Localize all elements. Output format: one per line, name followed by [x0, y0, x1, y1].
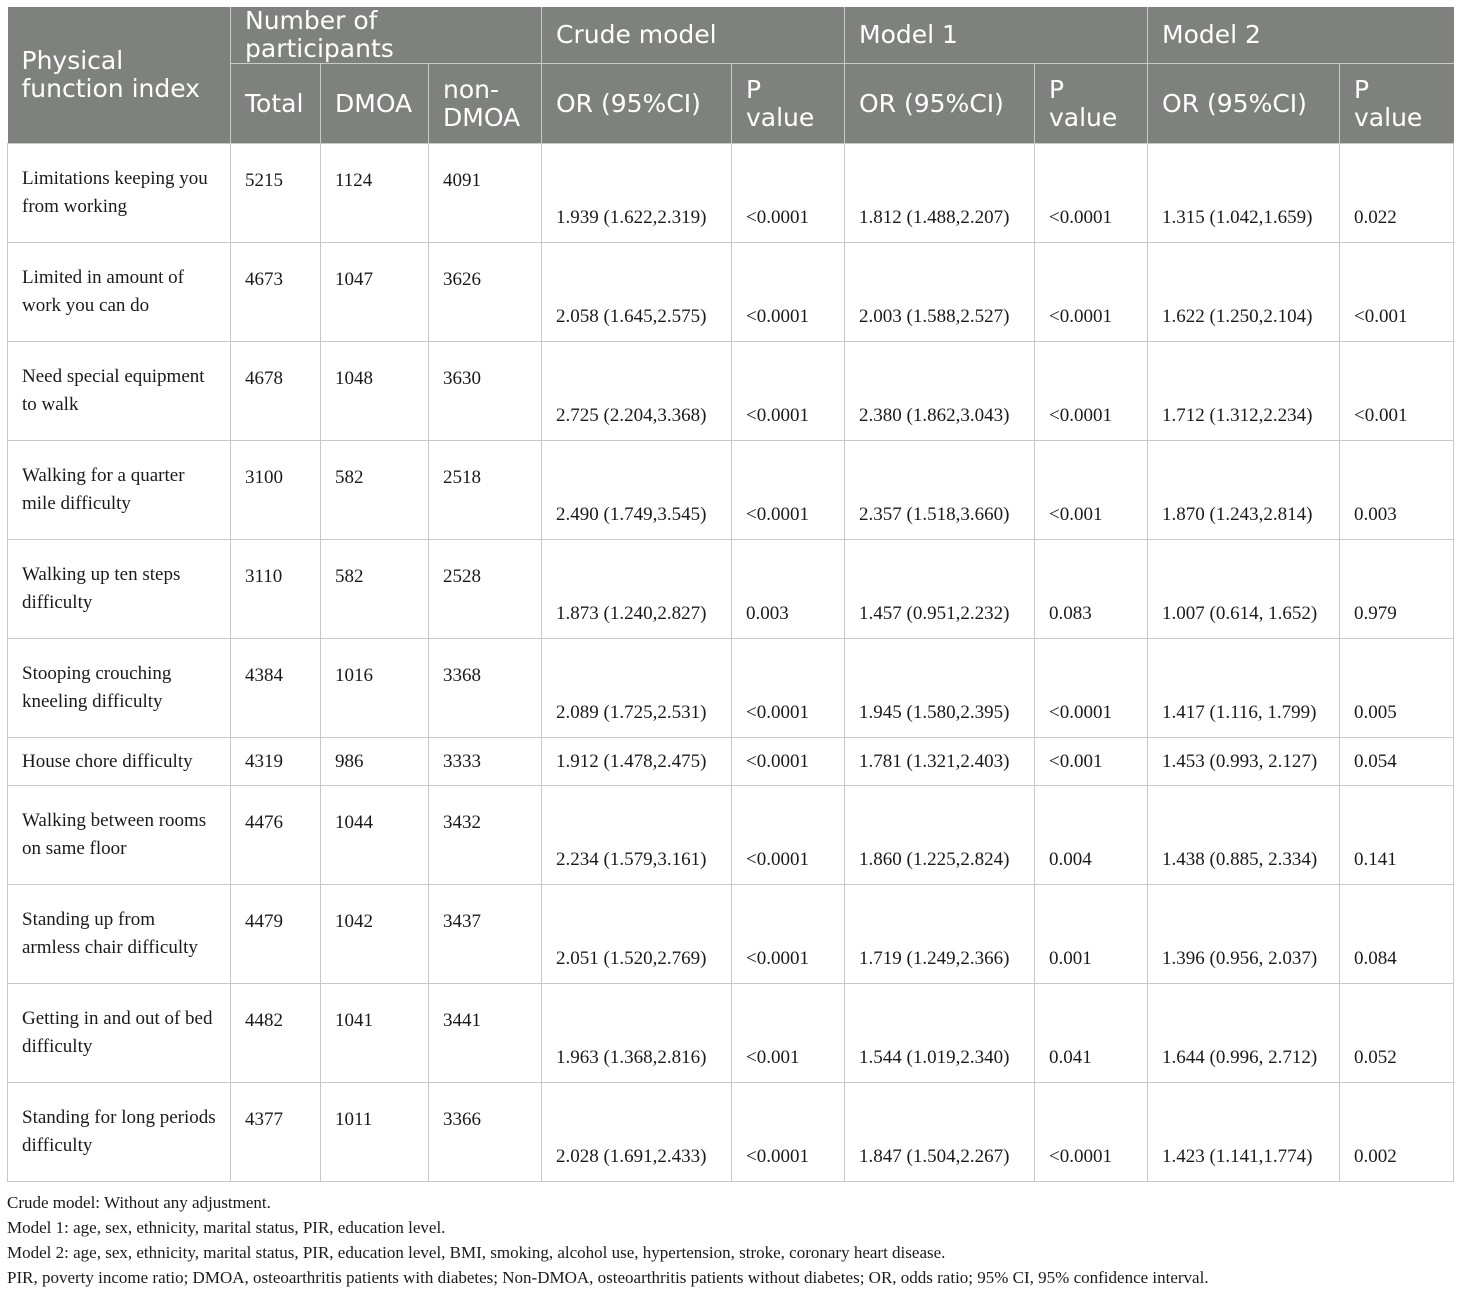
note-model-2: Model 2: age, sex, ethnicity, marital status, PIR, education level, BMI, smoking, alcohol use, hypertension, stroke, coronary heart disease.	[7, 1243, 946, 1262]
model1-p-cell: <0.0001	[1035, 342, 1148, 441]
model1-p-cell: 0.083	[1035, 540, 1148, 639]
total-cell: 4678	[231, 342, 321, 441]
dmoa-cell: 1041	[321, 984, 429, 1083]
model1-p-cell: <0.0001	[1035, 243, 1148, 342]
index-cell: Standing for long periods difficulty	[8, 1083, 231, 1182]
total-cell: 4476	[231, 786, 321, 885]
index-cell: Limitations keeping you from working	[8, 144, 231, 243]
dmoa-cell: 986	[321, 738, 429, 786]
results-table	[7, 7, 1454, 1182]
crude-or-cell: 1.963 (1.368,2.816)	[542, 984, 732, 1083]
total-cell: 4319	[231, 738, 321, 786]
crude-p-cell: <0.0001	[732, 1083, 845, 1182]
model2-or-cell: 1.622 (1.250,2.104)	[1148, 243, 1340, 342]
index-cell: House chore difficulty	[8, 738, 231, 786]
table-row	[8, 540, 1454, 639]
dmoa-cell: 1124	[321, 144, 429, 243]
non-dmoa-cell: 4091	[429, 144, 542, 243]
model1-or-cell: 1.719 (1.249,2.366)	[845, 885, 1035, 984]
crude-p-cell: 0.003	[732, 540, 845, 639]
model2-p-cell: 0.084	[1340, 885, 1454, 984]
model1-p-cell: 0.041	[1035, 984, 1148, 1083]
model2-or-cell: 1.423 (1.141,1.774)	[1148, 1083, 1340, 1182]
model2-p-cell: 0.022	[1340, 144, 1454, 243]
crude-or-cell: 1.912 (1.478,2.475)	[542, 738, 732, 786]
total-cell: 4479	[231, 885, 321, 984]
header-m2-or: OR (95%CI)	[1148, 64, 1340, 144]
model1-p-cell: 0.001	[1035, 885, 1148, 984]
header-crude-or: OR (95%CI)	[542, 64, 732, 144]
model1-or-cell: 1.457 (0.951,2.232)	[845, 540, 1035, 639]
non-dmoa-cell: 3368	[429, 639, 542, 738]
model1-p-cell: <0.001	[1035, 441, 1148, 540]
non-dmoa-cell: 3432	[429, 786, 542, 885]
header-participants: Number of participants	[231, 7, 542, 64]
header-model-1: Model 1	[845, 7, 1148, 64]
index-cell: Walking for a quarter mile difficulty	[8, 441, 231, 540]
crude-or-cell: 1.939 (1.622,2.319)	[542, 144, 732, 243]
model2-p-cell: 0.054	[1340, 738, 1454, 786]
index-cell: Walking between rooms on same floor	[8, 786, 231, 885]
total-cell: 5215	[231, 144, 321, 243]
table-row	[8, 144, 1454, 243]
non-dmoa-cell: 3437	[429, 885, 542, 984]
crude-p-cell: <0.0001	[732, 786, 845, 885]
index-cell: Walking up ten steps difficulty	[8, 540, 231, 639]
model2-or-cell: 1.315 (1.042,1.659)	[1148, 144, 1340, 243]
non-dmoa-cell: 3630	[429, 342, 542, 441]
table-notes	[7, 1190, 1453, 1290]
header-total: Total	[231, 64, 321, 144]
model2-or-cell: 1.417 (1.116, 1.799)	[1148, 639, 1340, 738]
table-row	[8, 786, 1454, 885]
model2-p-cell: 0.052	[1340, 984, 1454, 1083]
non-dmoa-cell: 3333	[429, 738, 542, 786]
header-m1-or: OR (95%CI)	[845, 64, 1035, 144]
model2-or-cell: 1.438 (0.885, 2.334)	[1148, 786, 1340, 885]
index-cell: Need special equipment to walk	[8, 342, 231, 441]
model2-or-cell: 1.870 (1.243,2.814)	[1148, 441, 1340, 540]
crude-or-cell: 2.490 (1.749,3.545)	[542, 441, 732, 540]
model2-or-cell: 1.007 (0.614, 1.652)	[1148, 540, 1340, 639]
note-crude: Crude model: Without any adjustment.	[7, 1193, 271, 1212]
dmoa-cell: 1016	[321, 639, 429, 738]
crude-or-cell: 2.051 (1.520,2.769)	[542, 885, 732, 984]
header-dmoa: DMOA	[321, 64, 429, 144]
total-cell: 3110	[231, 540, 321, 639]
table-row	[8, 441, 1454, 540]
model2-or-cell: 1.644 (0.996, 2.712)	[1148, 984, 1340, 1083]
note-abbreviations: PIR, poverty income ratio; DMOA, osteoarthritis patients with diabetes; Non-DMOA, osteoarthritis patients without diabetes; OR, odds ratio; 95% CI, 95% confidence interval.	[7, 1268, 1209, 1287]
crude-or-cell: 2.089 (1.725,2.531)	[542, 639, 732, 738]
header-index: Physical function index	[8, 7, 231, 144]
crude-p-cell: <0.0001	[732, 243, 845, 342]
total-cell: 3100	[231, 441, 321, 540]
crude-p-cell: <0.001	[732, 984, 845, 1083]
model1-or-cell: 1.544 (1.019,2.340)	[845, 984, 1035, 1083]
total-cell: 4482	[231, 984, 321, 1083]
model1-or-cell: 2.003 (1.588,2.527)	[845, 243, 1035, 342]
table-body	[8, 144, 1454, 1182]
crude-or-cell: 2.234 (1.579,3.161)	[542, 786, 732, 885]
table-row	[8, 1083, 1454, 1182]
header-model-2: Model 2	[1148, 7, 1454, 64]
model1-or-cell: 1.945 (1.580,2.395)	[845, 639, 1035, 738]
model1-p-cell: 0.004	[1035, 786, 1148, 885]
model2-or-cell: 1.453 (0.993, 2.127)	[1148, 738, 1340, 786]
dmoa-cell: 582	[321, 441, 429, 540]
model2-or-cell: 1.396 (0.956, 2.037)	[1148, 885, 1340, 984]
index-cell: Standing up from armless chair difficulty	[8, 885, 231, 984]
table-row	[8, 639, 1454, 738]
table-row	[8, 885, 1454, 984]
non-dmoa-cell: 2528	[429, 540, 542, 639]
model2-p-cell: <0.001	[1340, 342, 1454, 441]
model1-or-cell: 1.812 (1.488,2.207)	[845, 144, 1035, 243]
dmoa-cell: 1042	[321, 885, 429, 984]
non-dmoa-cell: 3626	[429, 243, 542, 342]
total-cell: 4377	[231, 1083, 321, 1182]
model2-p-cell: <0.001	[1340, 243, 1454, 342]
table-header	[8, 7, 1454, 144]
model2-p-cell: 0.002	[1340, 1083, 1454, 1182]
dmoa-cell: 1048	[321, 342, 429, 441]
model2-p-cell: 0.979	[1340, 540, 1454, 639]
crude-p-cell: <0.0001	[732, 639, 845, 738]
header-m1-p: P value	[1035, 64, 1148, 144]
non-dmoa-cell: 3441	[429, 984, 542, 1083]
crude-p-cell: <0.0001	[732, 885, 845, 984]
table-container	[7, 7, 1453, 1290]
header-m2-p: P value	[1340, 64, 1454, 144]
model2-p-cell: 0.141	[1340, 786, 1454, 885]
model1-or-cell: 2.380 (1.862,3.043)	[845, 342, 1035, 441]
model1-or-cell: 1.781 (1.321,2.403)	[845, 738, 1035, 786]
index-cell: Limited in amount of work you can do	[8, 243, 231, 342]
crude-p-cell: <0.0001	[732, 144, 845, 243]
crude-or-cell: 2.028 (1.691,2.433)	[542, 1083, 732, 1182]
total-cell: 4673	[231, 243, 321, 342]
index-cell: Stooping crouching kneeling difficulty	[8, 639, 231, 738]
crude-or-cell: 1.873 (1.240,2.827)	[542, 540, 732, 639]
dmoa-cell: 582	[321, 540, 429, 639]
table-row	[8, 738, 1454, 786]
model1-p-cell: <0.0001	[1035, 1083, 1148, 1182]
model2-or-cell: 1.712 (1.312,2.234)	[1148, 342, 1340, 441]
crude-p-cell: <0.0001	[732, 342, 845, 441]
model1-p-cell: <0.001	[1035, 738, 1148, 786]
model1-p-cell: <0.0001	[1035, 639, 1148, 738]
dmoa-cell: 1044	[321, 786, 429, 885]
crude-or-cell: 2.725 (2.204,3.368)	[542, 342, 732, 441]
dmoa-cell: 1047	[321, 243, 429, 342]
header-non-dmoa: non-DMOA	[429, 64, 542, 144]
model1-or-cell: 1.860 (1.225,2.824)	[845, 786, 1035, 885]
non-dmoa-cell: 2518	[429, 441, 542, 540]
header-crude-model: Crude model	[542, 7, 845, 64]
note-model-1: Model 1: age, sex, ethnicity, marital status, PIR, education level.	[7, 1218, 446, 1237]
model2-p-cell: 0.005	[1340, 639, 1454, 738]
crude-p-cell: <0.0001	[732, 441, 845, 540]
crude-p-cell: <0.0001	[732, 738, 845, 786]
model1-or-cell: 1.847 (1.504,2.267)	[845, 1083, 1035, 1182]
dmoa-cell: 1011	[321, 1083, 429, 1182]
model2-p-cell: 0.003	[1340, 441, 1454, 540]
header-crude-p: P value	[732, 64, 845, 144]
model1-p-cell: <0.0001	[1035, 144, 1148, 243]
table-row	[8, 342, 1454, 441]
index-cell: Getting in and out of bed difficulty	[8, 984, 231, 1083]
crude-or-cell: 2.058 (1.645,2.575)	[542, 243, 732, 342]
non-dmoa-cell: 3366	[429, 1083, 542, 1182]
model1-or-cell: 2.357 (1.518,3.660)	[845, 441, 1035, 540]
total-cell: 4384	[231, 639, 321, 738]
table-row	[8, 984, 1454, 1083]
table-row	[8, 243, 1454, 342]
